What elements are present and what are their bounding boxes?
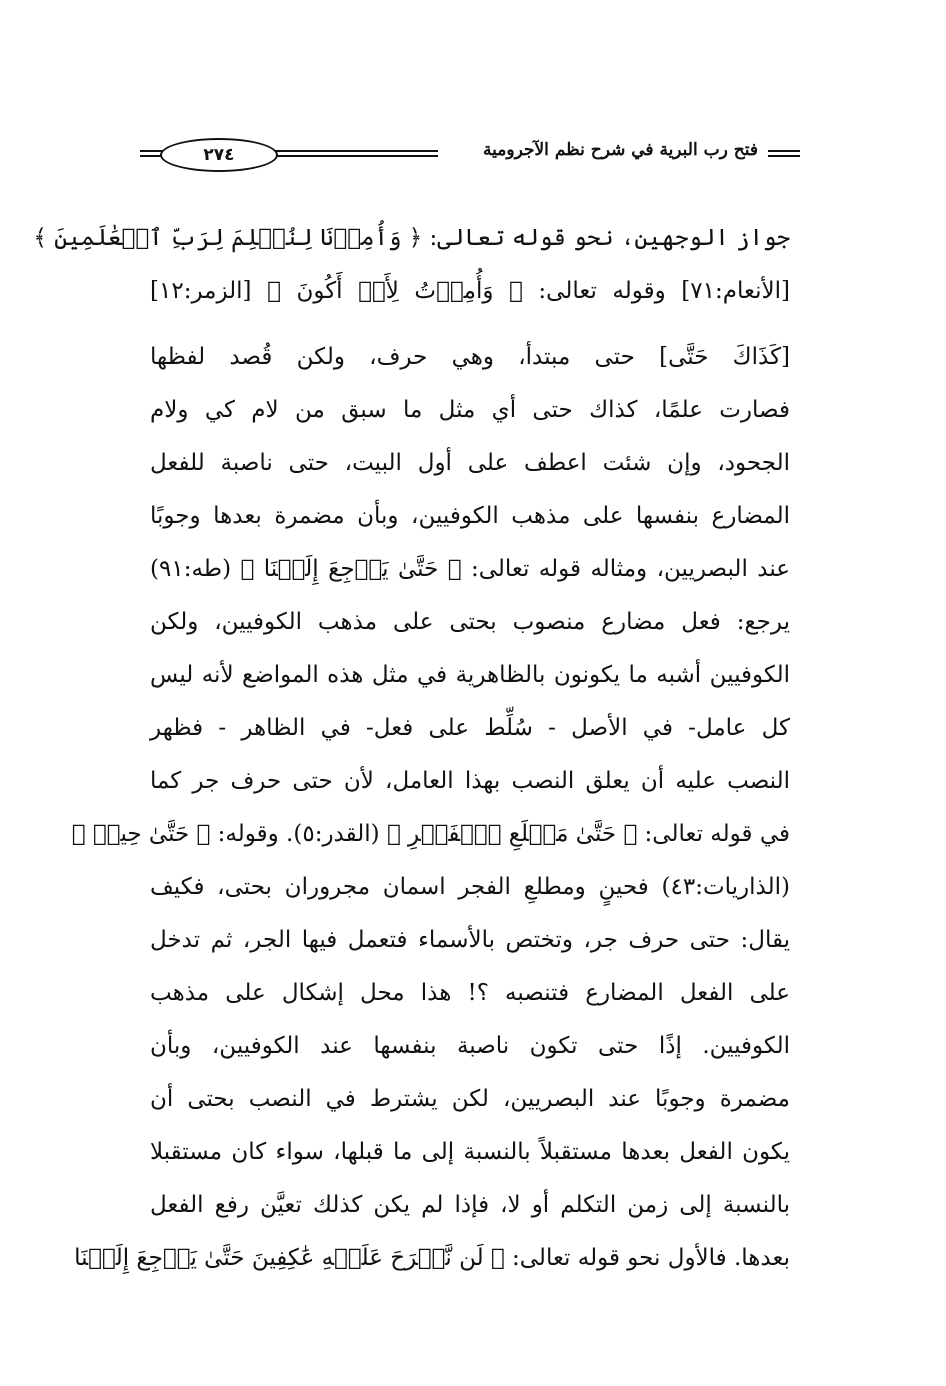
page-body-text	[33, 212, 790, 1285]
text-line: [الأنعام:٧١] وقوله تعالى: ﴿ وَأُمِرۡتُ لِأَنۡ أَكُونَ ﴾ [الزمر:١٢]	[150, 278, 790, 304]
text-line: الكوفيين أشبه ما يكونون بالظاهرية في مثل هذه المواضع لأنه ليس	[150, 662, 790, 688]
book-title: فتح رب البرية في شرح نظم الآجرومية	[483, 140, 758, 160]
text-line: يقال: حتى حرف جر، وتختص بالأسماء فتعمل فيها الجر، ثم تدخل	[150, 927, 790, 953]
text-line: على الفعل المضارع فتنصبه ؟! هذا محل إشكال على مذهب	[150, 980, 790, 1006]
text-line: المضارع بنفسها على مذهب الكوفيين، وبأن مضمرة بعدها وجوبًا	[150, 503, 790, 529]
text-line: الكوفيين. إذًا حتى تكون ناصبة بنفسها عند الكوفيين، وبأن	[150, 1033, 790, 1059]
text-line: بعدها. فالأول نحو قوله تعالى: ﴿ لَن نَّبۡرَحَ عَلَيۡهِ عَٰكِفِينَ حَتَّىٰ يَرۡجِعَ إِلَيۡنَا	[74, 1245, 790, 1271]
text-line: [كَذَاكَ حَتَّى] حتى مبتدأ، وهي حرف، ولكن قُصد لفظها	[150, 344, 790, 370]
text-line: (الذاريات:٤٣) فحينٍ ومطلعِ الفجر اسمان مجروران بحتى، فكيف	[150, 874, 790, 900]
text-line: في قوله تعالى: ﴿ حَتَّىٰ مَطۡلَعِ ٱلۡفَجۡرِ ﴾ (القدر:٥). وقوله: ﴿ حَتَّىٰ حِينٖ ﴾	[71, 821, 790, 847]
header-dash-ornament	[768, 150, 800, 157]
page-number: ٢٧٤	[160, 138, 278, 172]
text-line: فصارت علمًا، كذاك حتى أي مثل ما سبق من لام كي ولام	[150, 397, 790, 423]
text-line: يكون الفعل بعدها مستقبلاً بالنسبة إلى ما قبلها، سواء كان مستقبلا	[150, 1139, 790, 1165]
text-line: عند البصريين، ومثاله قوله تعالى: ﴿ حَتَّىٰ يَرۡجِعَ إِلَيۡنَا ﴾ (طه:٩١)	[150, 556, 790, 582]
running-header	[140, 128, 800, 178]
text-line: يرجع: فعل مضارع منصوب بحتى على مذهب الكوفيين، ولكن	[150, 609, 790, 635]
text-line: جواز الوجهين، نحو قوله تعالى: ﴿ وَأُمِرۡنَا لِنُسۡلِمَ لِرَبِّ ٱلۡعَٰلَمِينَ ﴾	[33, 225, 790, 251]
text-line: النصب عليه أن يعلق النصب بهذا العامل، لأن حتى حرف جر كما	[150, 768, 790, 794]
text-line: كل عامل- في الأصل - سُلِّط على فعل- في الظاهر - فظهر	[150, 715, 790, 741]
text-line: الجحود، وإن شئت اعطف على أول البيت، حتى ناصبة للفعل	[150, 450, 790, 476]
text-line: بالنسبة إلى زمن التكلم أو لا، فإذا لم يكن كذلك تعيَّن رفع الفعل	[150, 1192, 790, 1218]
text-line: مضمرة وجوبًا عند البصريين، لكن يشترط في النصب بحتى أن	[150, 1086, 790, 1112]
